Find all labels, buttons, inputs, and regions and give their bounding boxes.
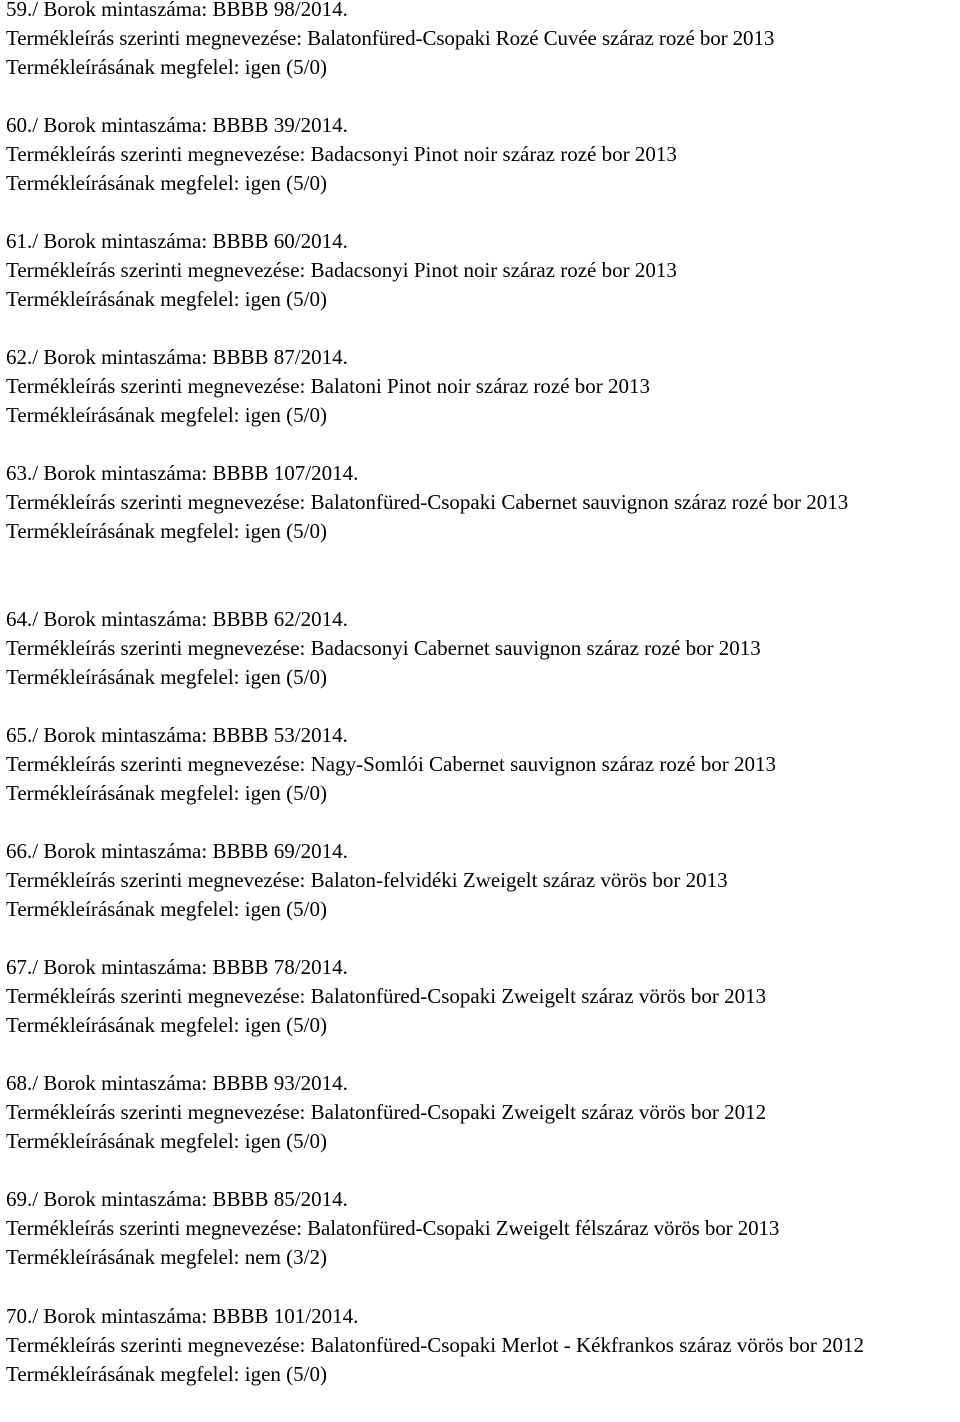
entry-header: 64./ Borok mintaszáma: BBBB 62/2014. bbox=[6, 607, 348, 631]
wine-entry-69 bbox=[6, 1185, 960, 1272]
entry-compliance: Termékleírásának megfelel: igen (5/0) bbox=[6, 171, 327, 195]
entry-compliance: Termékleírásának megfelel: igen (5/0) bbox=[6, 897, 327, 921]
entry-header: 61./ Borok mintaszáma: BBBB 60/2014. bbox=[6, 229, 348, 253]
entry-description: Termékleírás szerinti megnevezése: Badacsonyi Cabernet sauvignon száraz rozé bor 2013 bbox=[6, 636, 761, 660]
wine-entry-60 bbox=[6, 111, 960, 198]
entry-compliance: Termékleírásának megfelel: igen (5/0) bbox=[6, 287, 327, 311]
wine-entry-67 bbox=[6, 953, 960, 1040]
entry-compliance: Termékleírásának megfelel: igen (5/0) bbox=[6, 1129, 327, 1153]
entry-description: Termékleírás szerinti megnevezése: Balatonfüred-Csopaki Cabernet sauvignon száraz rozé bor 2013 bbox=[6, 490, 849, 514]
wine-entry-61 bbox=[6, 227, 960, 314]
entry-header: 70./ Borok mintaszáma: BBBB 101/2014. bbox=[6, 1304, 359, 1328]
entry-description: Termékleírás szerinti megnevezése: Balatonfüred-Csopaki Zweigelt száraz vörös bor 2012 bbox=[6, 1100, 767, 1124]
entry-header: 69./ Borok mintaszáma: BBBB 85/2014. bbox=[6, 1187, 348, 1211]
entry-header: 63./ Borok mintaszáma: BBBB 107/2014. bbox=[6, 461, 359, 485]
entry-header: 59./ Borok mintaszáma: BBBB 98/2014. bbox=[6, 0, 348, 21]
entry-header: 66./ Borok mintaszáma: BBBB 69/2014. bbox=[6, 839, 348, 863]
entry-header: 67./ Borok mintaszáma: BBBB 78/2014. bbox=[6, 955, 348, 979]
wine-entry-68 bbox=[6, 1069, 960, 1156]
wine-entry-70 bbox=[6, 1302, 960, 1389]
entry-description: Termékleírás szerinti megnevezése: Balatonfüred-Csopaki Zweigelt félszáraz vörös bor 2013 bbox=[6, 1216, 780, 1240]
entry-header: 62./ Borok mintaszáma: BBBB 87/2014. bbox=[6, 345, 348, 369]
wine-entry-64 bbox=[6, 605, 960, 692]
entry-compliance: Termékleírásának megfelel: igen (5/0) bbox=[6, 1362, 327, 1386]
entry-description: Termékleírás szerinti megnevezése: Balatonfüred-Csopaki Merlot - Kékfrankos száraz vörös bor 2012 bbox=[6, 1333, 865, 1357]
entry-compliance: Termékleírásának megfelel: igen (5/0) bbox=[6, 519, 327, 543]
entry-compliance: Termékleírásának megfelel: nem (3/2) bbox=[6, 1245, 327, 1269]
wine-entry-59 bbox=[6, 0, 960, 82]
entry-description: Termékleírás szerinti megnevezése: Badacsonyi Pinot noir száraz rozé bor 2013 bbox=[6, 142, 677, 166]
entry-description: Termékleírás szerinti megnevezése: Balatonfüred-Csopaki Rozé Cuvée száraz rozé bor 2013 bbox=[6, 26, 775, 50]
entry-header: 68./ Borok mintaszáma: BBBB 93/2014. bbox=[6, 1071, 348, 1095]
entry-compliance: Termékleírásának megfelel: igen (5/0) bbox=[6, 665, 327, 689]
entry-header: 60./ Borok mintaszáma: BBBB 39/2014. bbox=[6, 113, 348, 137]
entry-compliance: Termékleírásának megfelel: igen (5/0) bbox=[6, 55, 327, 79]
entry-description: Termékleírás szerinti megnevezése: Balatoni Pinot noir száraz rozé bor 2013 bbox=[6, 374, 651, 398]
entry-header: 65./ Borok mintaszáma: BBBB 53/2014. bbox=[6, 723, 348, 747]
entry-compliance: Termékleírásának megfelel: igen (5/0) bbox=[6, 403, 327, 427]
entry-description: Termékleírás szerinti megnevezése: Badacsonyi Pinot noir száraz rozé bor 2013 bbox=[6, 258, 677, 282]
wine-entry-63 bbox=[6, 459, 960, 546]
entry-compliance: Termékleírásának megfelel: igen (5/0) bbox=[6, 781, 327, 805]
entry-description: Termékleírás szerinti megnevezése: Balatonfüred-Csopaki Zweigelt száraz vörös bor 2013 bbox=[6, 984, 767, 1008]
wine-entry-66 bbox=[6, 837, 960, 924]
entry-compliance: Termékleírásának megfelel: igen (5/0) bbox=[6, 1013, 327, 1037]
wine-entry-65 bbox=[6, 721, 960, 808]
entry-description: Termékleírás szerinti megnevezése: Nagy-Somlói Cabernet sauvignon száraz rozé bor 2013 bbox=[6, 752, 776, 776]
entry-description: Termékleírás szerinti megnevezése: Balaton-felvidéki Zweigelt száraz vörös bor 2013 bbox=[6, 868, 728, 892]
wine-entry-62 bbox=[6, 343, 960, 430]
